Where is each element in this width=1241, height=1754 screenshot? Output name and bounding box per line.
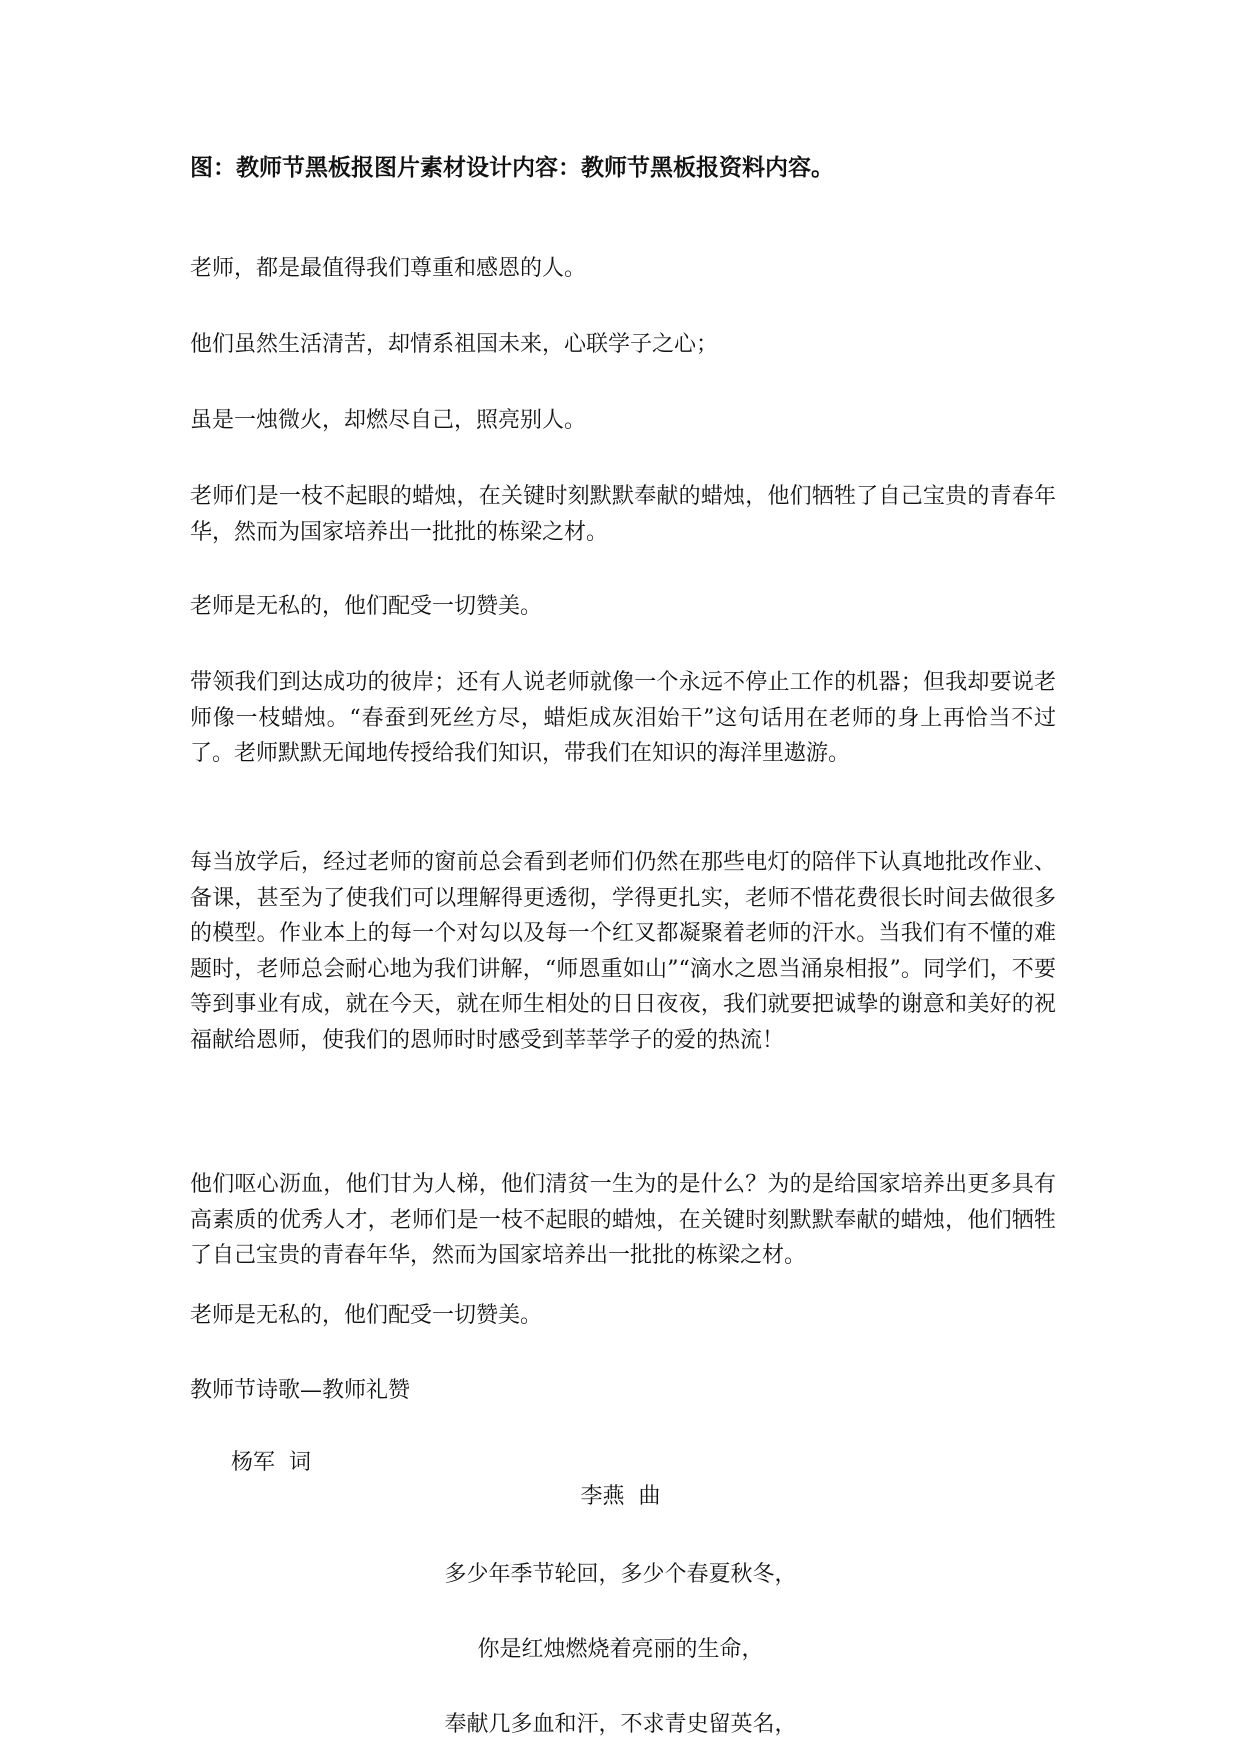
song-composer: 李燕 曲 xyxy=(580,1484,661,1509)
paragraph: 老师，都是最值得我们尊重和感恩的人。 xyxy=(190,256,587,281)
song-title: 教师节诗歌—教师礼赞 xyxy=(190,1378,411,1403)
paragraph: 带领我们到达成功的彼岸；还有人说老师就像一个永远不停止工作的机器；但我却要说老师像一枝蜡烛。“春蚕到死丝方尽，蜡炬成灰泪始干”这句话用在老师的身上再恰当不过了。老师默默无闻地传授给我们知识，带我们在知识的海洋里遨游。 xyxy=(190,670,1056,766)
paragraph: 他们虽然生活清苦，却情系祖国未来，心联学子之心； xyxy=(190,332,719,357)
song-line: 奉献几多血和汗，不求青史留英名， xyxy=(444,1712,797,1737)
paragraph: 每当放学后，经过老师的窗前总会看到老师们仍然在那些电灯的陪伴下认真地批改作业、备课，甚至为了使我们可以理解得更透彻，学得更扎实，老师不惜花费很长时间去做很多的模型。作业本上的每一个对勾以及每一个红叉都凝聚着老师的汗水。当我们有不懂的难题时，老师总会耐心地为我们讲解，“师恩重如山”“滴水之恩当涌泉相报”。同学们，不要等到事业有成，就在今天，就在师生相处的日日夜夜，我们就要把诚挚的谢意和美好的祝福献给恩师，使我们的恩师时时感受到莘莘学子的爱的热流！ xyxy=(190,850,1056,1053)
paragraph: 老师是无私的，他们配受一切赞美。 xyxy=(190,594,543,619)
paragraph: 他们呕心沥血，他们甘为人梯，他们清贫一生为的是什么？为的是给国家培养出更多具有高素质的优秀人才，老师们是一枝不起眼的蜡烛，在关键时刻默默奉献的蜡烛，他们牺牲了自己宝贵的青春年华，然而为国家培养出一批批的栋梁之材。 xyxy=(190,1172,1056,1268)
song-line: 你是红烛燃烧着亮丽的生命， xyxy=(477,1637,764,1662)
document-title: 图：教师节黑板报图片素材设计内容：教师节黑板报资料内容。 xyxy=(190,154,834,181)
song-lyricist: 杨军 词 xyxy=(231,1450,311,1475)
song-line: 多少年季节轮回，多少个春夏秋冬， xyxy=(444,1562,797,1587)
paragraph: 老师们是一枝不起眼的蜡烛，在关键时刻默默奉献的蜡烛，他们牺牲了自己宝贵的青春年华，然而为国家培养出一批批的栋梁之材。 xyxy=(190,484,1056,545)
paragraph: 老师是无私的，他们配受一切赞美。 xyxy=(190,1303,543,1328)
paragraph: 虽是一烛微火，却燃尽自己，照亮别人。 xyxy=(190,408,587,433)
